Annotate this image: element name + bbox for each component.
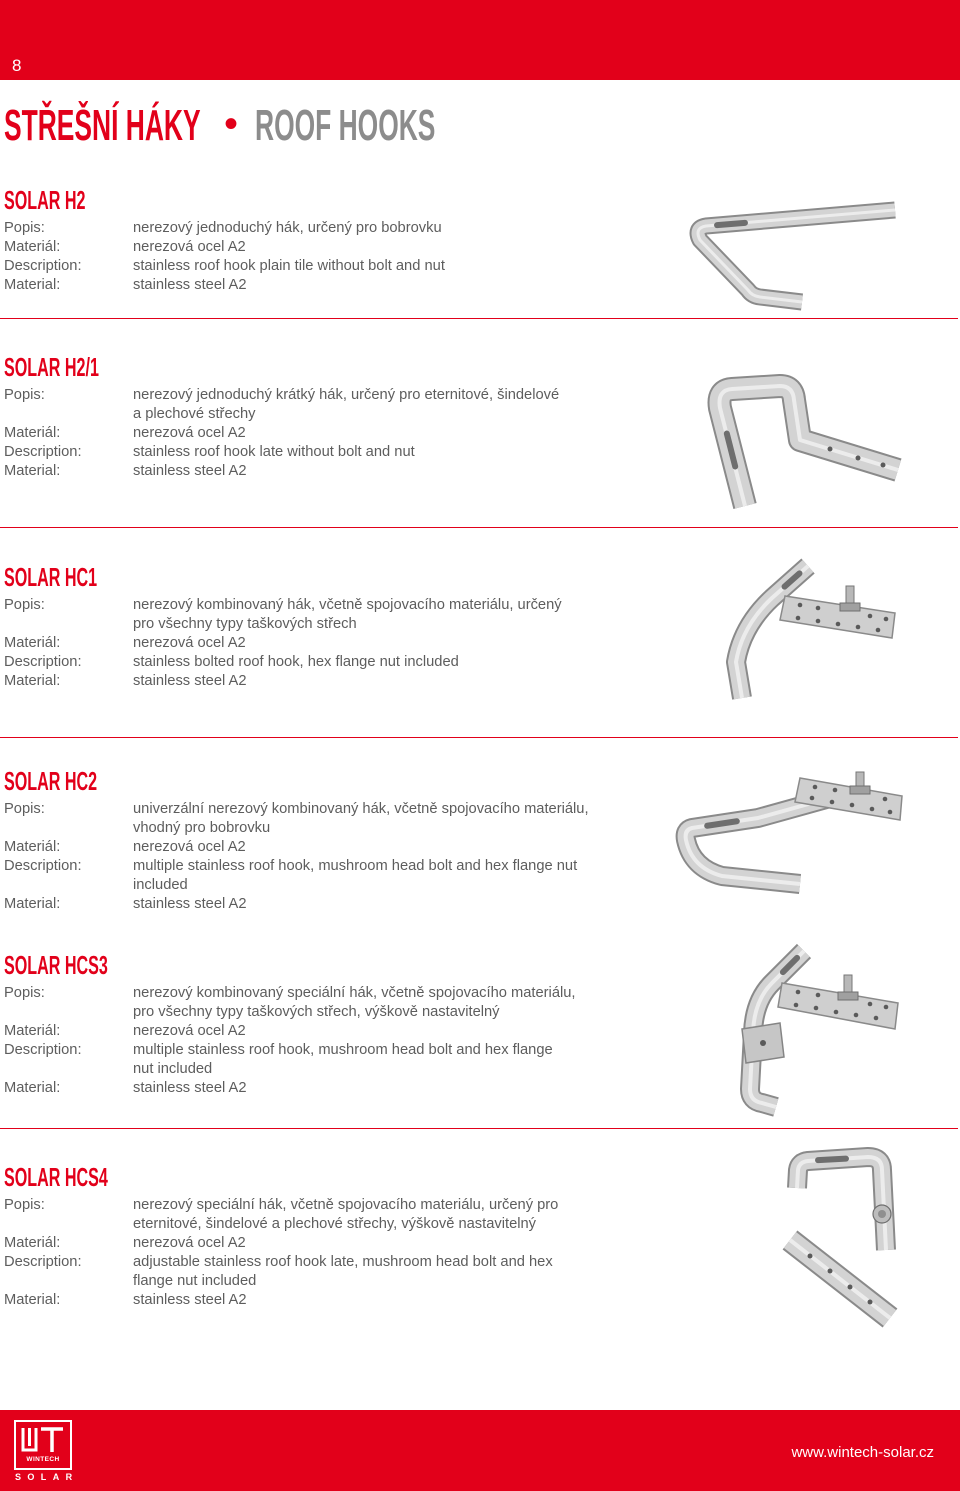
spec-label: Material:: [4, 673, 61, 689]
spec-row-material-en: [4, 895, 589, 914]
spec-value: stainless steel A2: [133, 1080, 247, 1096]
spec-value: nerezový kombinovaný speciální hák, včetně spojovacího materiálu, pro všechny typy taškových střech, výškově nastavitelný: [133, 985, 576, 1020]
section-divider: [0, 527, 958, 528]
product-solar-h2: [0, 187, 670, 327]
spec-label: Popis:: [4, 387, 45, 403]
spec-value: nerezový jednoduchý krátký hák, určený pro eternitové, šindelové a plechové střechy: [133, 387, 560, 422]
spec-value: nerezová ocel A2: [133, 635, 246, 651]
logo-sub-text: SOLAR: [15, 1472, 79, 1482]
solar-hc2-hook-image: [680, 768, 905, 898]
spec-row-popis: [4, 219, 445, 238]
spec-value: nerezová ocel A2: [133, 1235, 246, 1251]
spec-label: Popis:: [4, 801, 45, 817]
section-divider: [0, 1128, 958, 1129]
title-separator: •: [224, 102, 239, 146]
product-solar-hc1: [0, 564, 670, 704]
height-adjuster: [742, 1023, 784, 1063]
spec-label: Description:: [4, 444, 82, 460]
spec-row-material-cz: [4, 1022, 576, 1041]
mounting-plate: [780, 596, 895, 638]
spec-row-popis: [4, 386, 559, 424]
spec-label: Material:: [4, 277, 61, 293]
spec-label: Popis:: [4, 985, 45, 1001]
spec-value: stainless roof hook plain tile without bolt and nut: [133, 258, 445, 274]
spec-label: Materiál:: [4, 635, 61, 651]
product-name: SOLAR H2/1: [4, 352, 99, 382]
section-divider: [0, 737, 958, 738]
product-name: SOLAR HC2: [4, 766, 98, 796]
spec-label: Material:: [4, 1080, 61, 1096]
spec-value: nerezový kombinovaný hák, včetně spojovacího materiálu, určený pro všechny typy taškových střech: [133, 597, 562, 632]
spec-row-description: [4, 653, 562, 672]
spec-row-material-en: [4, 1291, 558, 1310]
page-title-english: ROOF HOOKS: [255, 101, 436, 150]
spec-list: [4, 1196, 558, 1310]
product-solar-h2-1: [0, 354, 670, 494]
product-name: SOLAR HCS3: [4, 950, 108, 980]
spec-list: [4, 219, 445, 295]
spec-value: nerezová ocel A2: [133, 425, 246, 441]
spec-value: stainless bolted roof hook, hex flange nut included: [133, 654, 459, 670]
spec-row-description: [4, 1253, 558, 1291]
bolt: [873, 1205, 891, 1223]
spec-value: stainless steel A2: [133, 896, 247, 912]
hook-strap: [720, 386, 899, 506]
spec-value: stainless steel A2: [133, 277, 247, 293]
solar-h2-1-hook-image: [700, 378, 905, 516]
spec-value: stainless steel A2: [133, 1292, 247, 1308]
spec-value: stainless roof hook late without bolt and nut: [133, 444, 415, 460]
spec-list: [4, 800, 589, 914]
spec-row-material-cz: [4, 838, 589, 857]
hook-strap: [797, 1157, 886, 1250]
spec-label: Material:: [4, 463, 61, 479]
spec-label: Material:: [4, 896, 61, 912]
spec-row-material-en: [4, 1079, 576, 1098]
solar-hc1-hook-image: [720, 558, 905, 713]
spec-label: Description:: [4, 258, 82, 274]
spec-label: Description:: [4, 654, 82, 670]
spec-row-popis: [4, 800, 589, 838]
spec-row-material-en: [4, 276, 445, 295]
spec-value: stainless steel A2: [133, 463, 247, 479]
spec-label: Popis:: [4, 597, 45, 613]
spec-label: Materiál:: [4, 839, 61, 855]
spec-label: Materiál:: [4, 1235, 61, 1251]
mounting-plate: [795, 778, 902, 820]
logo-brand-text: WINTECH: [26, 1456, 60, 1463]
page-title-czech: STŘEŠNÍ HÁKY: [4, 101, 201, 150]
bolt: [840, 586, 860, 611]
section-divider: [0, 318, 958, 319]
spec-row-description: [4, 857, 589, 895]
product-name: SOLAR HC1: [4, 562, 98, 592]
bolt: [838, 975, 858, 1000]
product-solar-hcs3: [0, 950, 670, 1096]
spec-label: Popis:: [4, 220, 45, 236]
spec-value: nerezová ocel A2: [133, 839, 246, 855]
spec-value: multiple stainless roof hook, mushroom head bolt and hex flange nut included: [133, 858, 578, 893]
spec-row-material-en: [4, 462, 559, 481]
product-name: SOLAR HCS4: [4, 1162, 108, 1192]
spec-row-popis: [4, 1196, 558, 1234]
mounting-plate: [778, 983, 898, 1029]
page-number: 8: [12, 56, 22, 75]
spec-value: nerezový jednoduchý hák, určený pro bobrovku: [133, 220, 442, 236]
spec-value: adjustable stainless roof hook late, mushroom head bolt and hex flange nut included: [133, 1254, 553, 1289]
spec-value: nerezová ocel A2: [133, 239, 246, 255]
solar-hcs4-hook-image: [770, 1148, 905, 1328]
spec-label: Materiál:: [4, 425, 61, 441]
spec-label: Popis:: [4, 1197, 45, 1213]
website-url[interactable]: www.wintech-solar.cz: [791, 1444, 934, 1461]
spec-row-material-cz: [4, 238, 445, 257]
spec-list: [4, 984, 576, 1098]
spec-row-material-cz: [4, 1234, 558, 1253]
spec-value: multiple stainless roof hook, mushroom head bolt and hex flange nut included: [133, 1042, 553, 1077]
spec-label: Description:: [4, 858, 82, 874]
spec-value: stainless steel A2: [133, 673, 247, 689]
product-solar-hc2: [0, 766, 670, 912]
product-solar-hcs4: [0, 1162, 670, 1308]
spec-label: Description:: [4, 1042, 82, 1058]
spec-value: univerzální nerezový kombinovaný hák, včetně spojovacího materiálu, vhodný pro bobrovku: [133, 801, 589, 836]
spec-row-material-en: [4, 672, 562, 691]
spec-label: Material:: [4, 1292, 61, 1308]
hook-strap: [736, 566, 808, 698]
solar-hcs3-hook-image: [720, 943, 905, 1115]
spec-label: Description:: [4, 1254, 82, 1270]
spec-list: [4, 596, 562, 691]
product-name: SOLAR H2: [4, 185, 86, 215]
spec-label: Materiál:: [4, 1023, 61, 1039]
spec-label: Materiál:: [4, 239, 61, 255]
bolt: [850, 772, 870, 794]
solar-h2-hook-image: [690, 190, 905, 310]
spec-list: [4, 386, 559, 481]
spec-row-description: [4, 257, 445, 276]
spec-row-popis: [4, 984, 576, 1022]
base-strap: [790, 1240, 890, 1318]
spec-row-description: [4, 443, 559, 462]
spec-row-popis: [4, 596, 562, 634]
header-bar: [0, 0, 960, 80]
spec-row-material-cz: [4, 424, 559, 443]
spec-value: nerezová ocel A2: [133, 1023, 246, 1039]
hook-strap: [686, 798, 830, 884]
spec-row-material-cz: [4, 634, 562, 653]
spec-row-description: [4, 1041, 576, 1079]
spec-value: nerezový speciální hák, včetně spojovacího materiálu, určený pro eternitové, šindelové a plechové střechy, výškově nastavitelný: [133, 1197, 559, 1232]
